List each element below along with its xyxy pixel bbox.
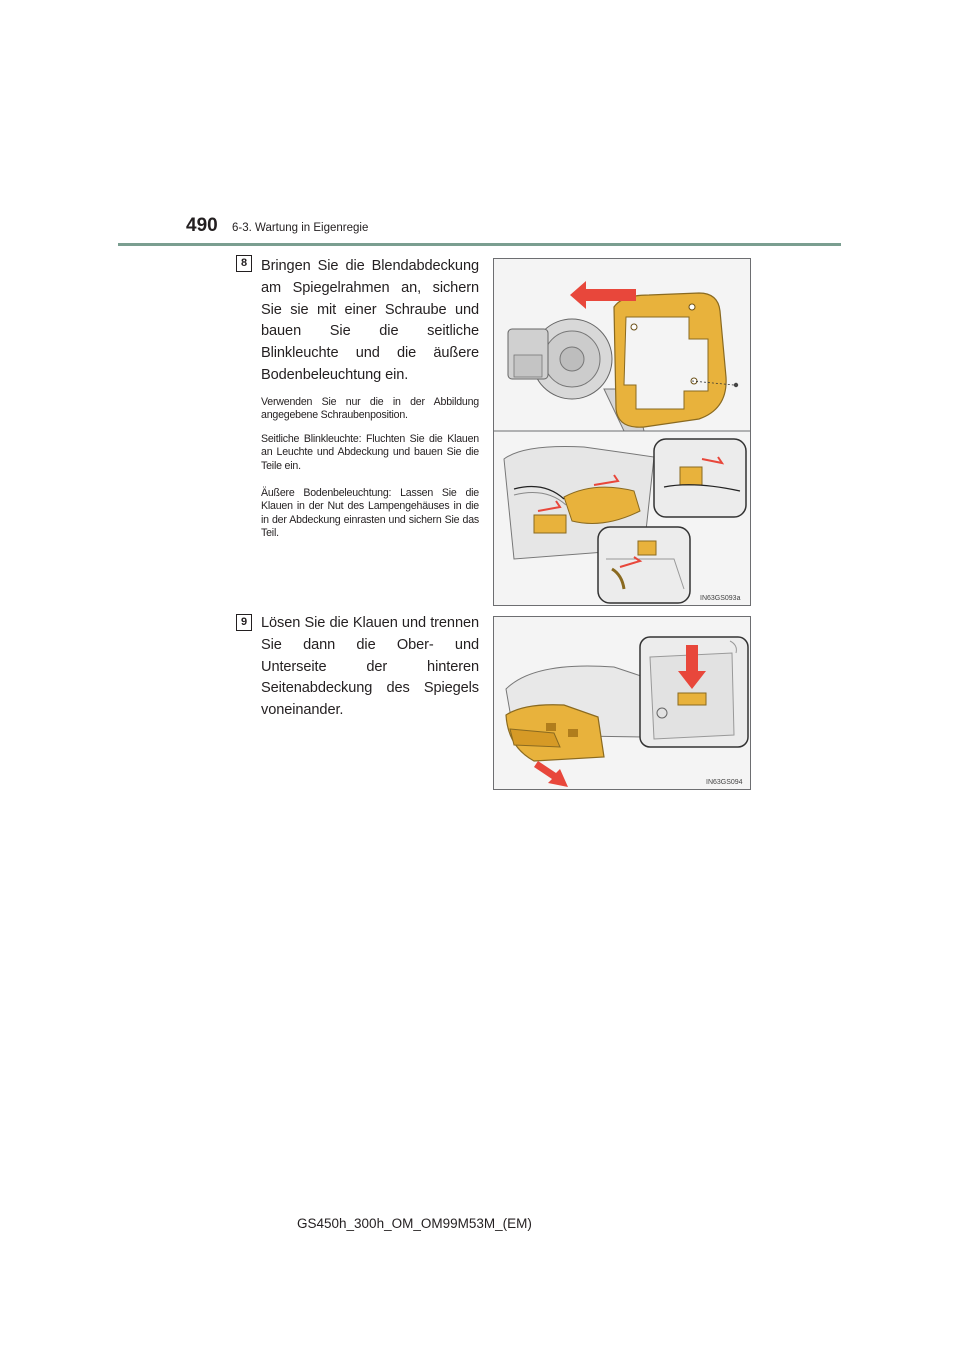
step-8-note-2: Seitliche Blinkleuchte: Fluchten Sie die Klauen an Leuchte und Abdeckung und bauen Sie die Teile ein. (261, 433, 479, 472)
step-badge-8: 8 (236, 255, 252, 272)
step-9-figure (493, 616, 751, 790)
step-8-note-3: Äußere Bodenbeleuchtung: Lassen Sie die Klauen in der Nut des Lampengehäuses in die in der Abdeckung einrasten und sichern Sie das Teil. (261, 487, 479, 540)
step-9-instruction: Lösen Sie die Klauen und trennen Sie dann die Ober- und Unterseite der hinteren Seitenabdeckung des Spiegels voneinander. (261, 615, 479, 719)
step-8-note-1: Verwenden Sie nur die in der Abbildung angegebene Schraubenposition. (261, 396, 479, 422)
page-number: 490 (186, 215, 218, 236)
footer-doc-code: GS450h_300h_OM_OM99M53M_(EM) (297, 1216, 532, 1231)
figure-code-8: IN63GS093a (700, 595, 741, 602)
screw-icon (734, 383, 738, 387)
step-8-instruction: Bringen Sie die Blendabdeckung am Spiegelrahmen an, sichern Sie sie mit einer Schraube und bauen Sie die seitliche Blinkleuchte und die äußere Bodenbeleuchtung ein. (261, 258, 479, 383)
step-badge-9: 9 (236, 614, 252, 631)
step-8-figure (493, 258, 751, 606)
section-title: 6-3. Wartung in Eigenregie (232, 222, 369, 234)
figure-code-9: IN63GS094 (706, 779, 743, 786)
header-rule (118, 243, 841, 246)
